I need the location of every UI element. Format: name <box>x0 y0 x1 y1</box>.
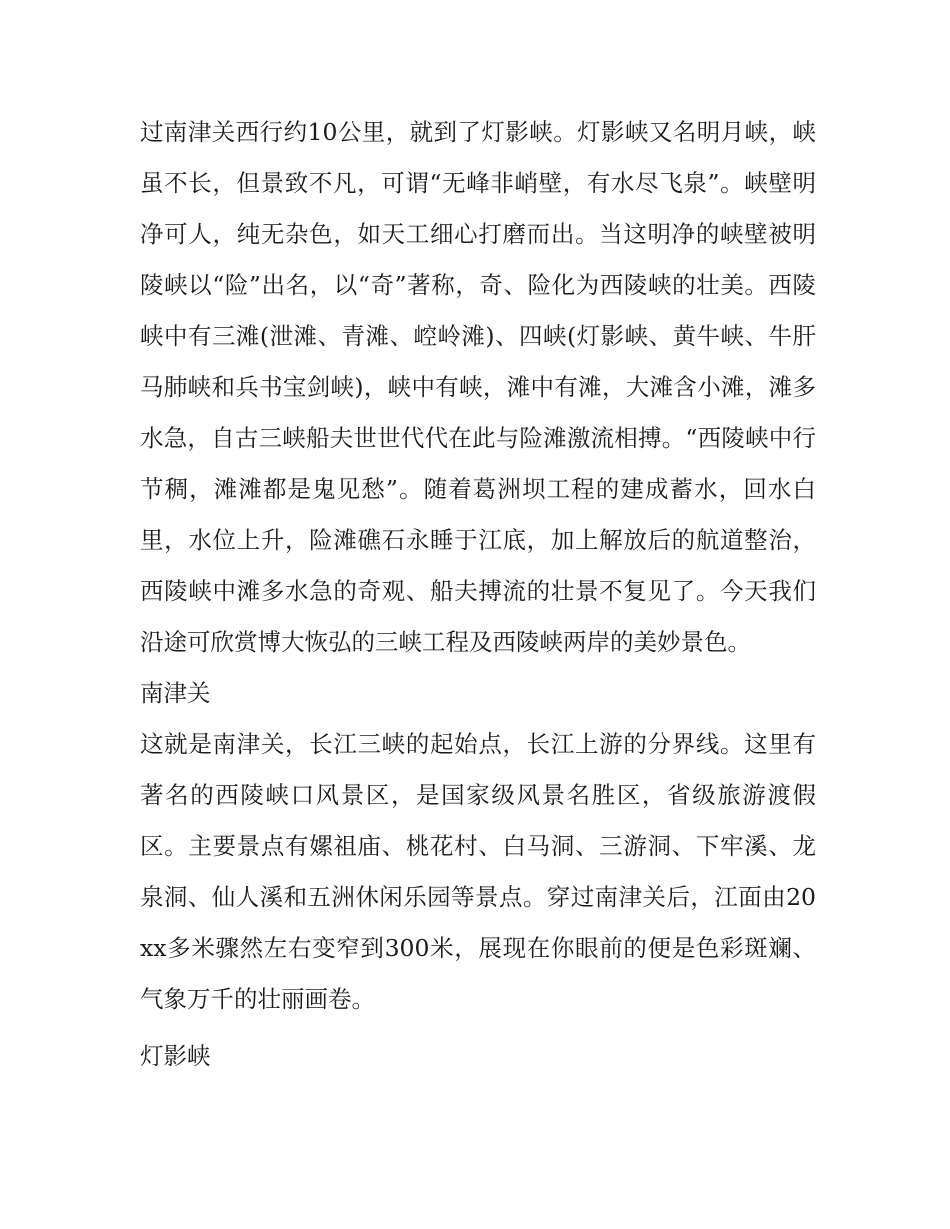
paragraph-nanjinguan: 这就是南津关，长江三峡的起始点，长江上游的分界线。这里有著名的西陵峡口风景区，是国家级风景名胜区，省级旅游渡假区。主要景点有嫘祖庙、桃花村、白马洞、三游洞、下牢溪、龙泉洞、仙人溪和五洲休闲乐园等景点。穿过南津关后，江面由20xx多米骤然左右变窄到300米，展现在你眼前的便是色彩斑斓、气象万千的壮丽画卷。 <box>140 730 816 1013</box>
paragraph-dengying-gorge-intro: 过南津关西行约10公里，就到了灯影峡。灯影峡又名明月峡，峡虽不长，但景致不凡，可谓“无峰非峭壁，有水尽飞泉”。峡壁明净可人，纯无杂色，如天工细心打磨而出。当这明净的峡壁被明陵峡以“险”出名，以“奇”著称，奇、险化为西陵峡的壮美。西陵峡中有三滩(泄滩、青滩、崆岭滩)、四峡(灯影峡、黄牛峡、牛肝马肺峡和兵书宝剑峡)，峡中有峡，滩中有滩，大滩含小滩，滩多水急，自古三峡船夫世世代代在此与险滩激流相搏。“西陵峡中行节稠，滩滩都是鬼见愁”。随着葛洲坝工程的建成蓄水，回水白里，水位上升，险滩礁石永睡于江底，加上解放后的航道整治，西陵峡中滩多水急的奇观、船夫搏流的壮景不复见了。今天我们沿途可欣赏博大恢弘的三峡工程及西陵峡两岸的美妙景色。 <box>140 118 816 656</box>
section-heading-dengying-gorge: 灯影峡 <box>140 1042 211 1070</box>
section-heading-nanjinguan: 南津关 <box>140 679 211 707</box>
document-body <box>140 107 816 1082</box>
